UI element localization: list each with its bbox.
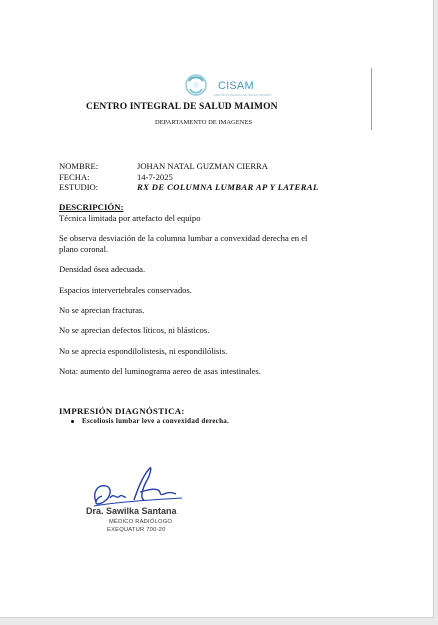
description-body — [59, 213, 374, 377]
impression-title: IMPRESIÓN DIAGNÓSTICA: — [59, 406, 185, 416]
signer-name: Dra. Sawilka Santana — [86, 506, 177, 516]
organization-name: CENTRO INTEGRAL DE SALUD MAIMON — [86, 102, 278, 112]
logo-subtext: CENTRO INTEGRAL DE SALUD MAIMON — [214, 93, 272, 97]
description-line: No se aprecian defectos líticos, ni blásticos. — [59, 325, 210, 336]
description-line: Se observa desviación de la columna lumbar a convexidad derecha en el — [59, 233, 308, 244]
description-line: Técnica limitada por artefacto del equipo — [59, 213, 201, 223]
study-name: RX DE COLUMNA LUMBAR AP Y LATERAL — [137, 182, 319, 192]
name-row — [59, 161, 319, 172]
patient-name: JOHAN NATAL GUZMAN CIERRA — [137, 161, 268, 171]
department-name: DEPARTAMENTO DE IMAGENES — [155, 119, 252, 126]
date-row — [59, 172, 319, 183]
bullet-icon — [71, 420, 74, 423]
report-date: 14-7-2025 — [137, 171, 173, 182]
logo-text: CISAM — [218, 80, 254, 92]
description-line: Espacios intervertebrales conservados. — [59, 284, 192, 295]
description-line: No se aprecian fracturas. — [59, 305, 145, 316]
signer-title: MÉDICO RADIÓLOGO — [109, 519, 173, 525]
description-line: No se aprecia espondilolistesis, ni espondilólisis. — [59, 345, 228, 356]
handwritten-signature — [88, 462, 188, 510]
study-row — [59, 182, 319, 193]
patient-info — [59, 161, 319, 193]
study-label: ESTUDIO: — [59, 182, 99, 192]
signer-exequatur: EXEQUATUR 700-20 — [107, 527, 166, 533]
impression-text: Escoliosis lumbar leve a convexidad derecha. — [82, 417, 230, 425]
date-label: FECHA: — [59, 171, 90, 182]
name-label: NOMBRE: — [59, 161, 99, 171]
page-margin-marker — [371, 68, 372, 130]
impression-item — [71, 417, 229, 425]
description-title: DESCRIPCIÓN: — [59, 202, 124, 212]
description-line: plano coronal. — [59, 243, 109, 254]
description-line: Nota: aumento del luminograma aereo de asas intestinales. — [59, 366, 261, 377]
description-line: Densidad ósea adecuada. — [59, 264, 146, 275]
